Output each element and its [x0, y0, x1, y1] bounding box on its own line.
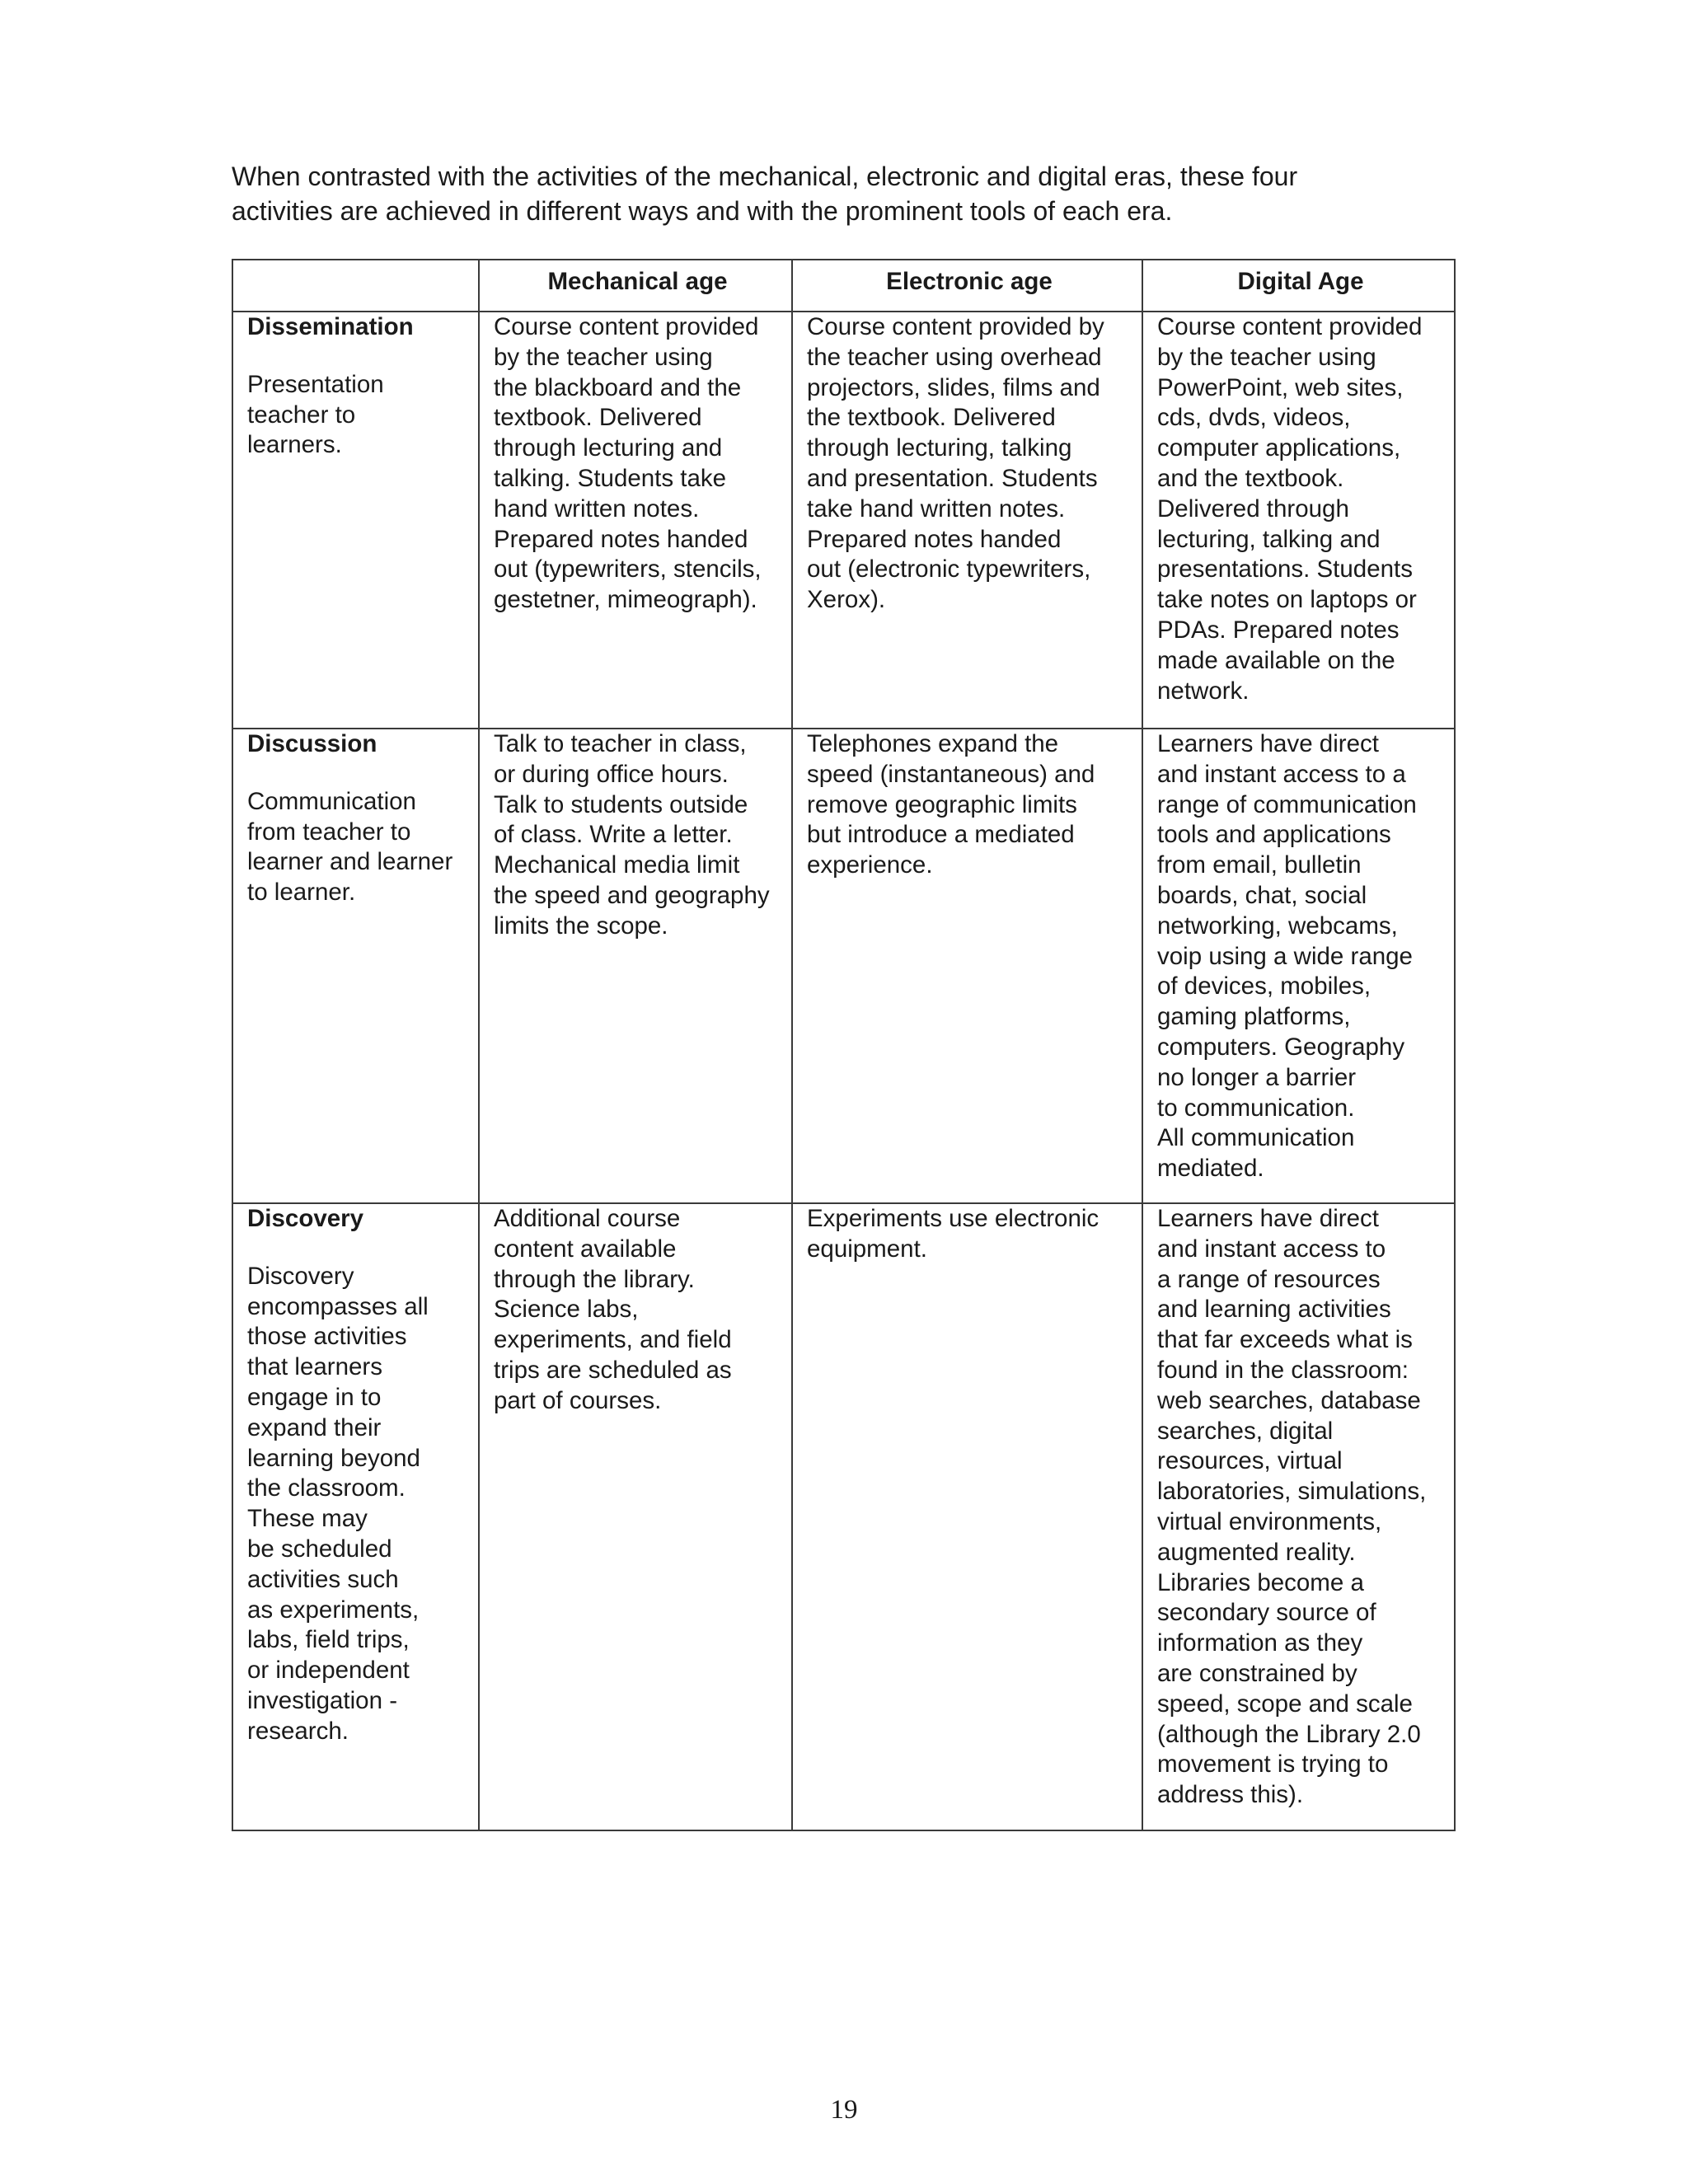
activity-description-line: encompasses all	[247, 1292, 429, 1320]
cell-text-line: remove geographic limits	[807, 790, 1077, 818]
electronic-cell	[792, 312, 1142, 729]
activity-description-line: from teacher to	[247, 818, 411, 846]
cell-text-line: talking. Students take	[494, 464, 727, 492]
cell-text-line: lecturing, talking and	[1157, 525, 1381, 553]
cell-text-line: tools and applications	[1157, 821, 1391, 849]
cell-text-line: Xerox).	[807, 586, 886, 614]
activity-description-line: engage in to	[247, 1383, 382, 1411]
cell-text-line: Science labs,	[494, 1296, 639, 1324]
cell-text-line: secondary source of	[1157, 1599, 1376, 1627]
cell-text-line: experiments, and field	[494, 1326, 732, 1354]
cell-text-line: Experiments use electronic	[807, 1205, 1100, 1232]
intro-line: activities are achieved in different ways and with the prominent tools of each era.	[232, 196, 1173, 226]
cell-text-line: speed, scope and scale	[1157, 1690, 1413, 1718]
cell-text-line: out (typewriters, stencils,	[494, 555, 762, 583]
cell-text-line: PDAs. Prepared notes	[1157, 616, 1400, 644]
cell-text-line: Course content provided	[1157, 313, 1423, 340]
activity-cell	[232, 729, 479, 1203]
header-mechanical-age: Mechanical age	[479, 260, 792, 312]
activity-description-line: Discovery	[247, 1262, 354, 1290]
cell-text-line: web searches, database	[1157, 1386, 1421, 1414]
cell-text-line: content available	[494, 1235, 677, 1263]
page-number: 19	[830, 2095, 858, 2125]
activity-description-line: Presentation	[247, 370, 384, 398]
table-row	[232, 729, 1455, 1203]
cell-text-line: computers. Geography	[1157, 1033, 1405, 1061]
cell-text-line: by the teacher using	[494, 343, 713, 371]
cell-text-line: laboratories, simulations,	[1157, 1478, 1427, 1506]
spacer	[247, 1235, 468, 1262]
activity-description-line: labs, field trips,	[247, 1626, 410, 1654]
header-activity	[232, 260, 479, 312]
table-row	[232, 1203, 1455, 1830]
cell-text-line: the blackboard and the	[494, 373, 742, 401]
cell-text-line: augmented reality.	[1157, 1538, 1356, 1566]
cell-text-line: Talk to teacher in class,	[494, 730, 747, 757]
cell-text-line: equipment.	[807, 1235, 927, 1263]
cell-text-line: Delivered through	[1157, 494, 1349, 523]
header-digital-age: Digital Age	[1142, 260, 1455, 312]
cell-text-line: take notes on laptops or	[1157, 586, 1417, 614]
activity-description-line: be scheduled	[247, 1535, 392, 1563]
activity-description-line: that learners	[247, 1353, 382, 1381]
cell-text-line: boards, chat, social	[1157, 881, 1367, 909]
cell-text-line: speed (instantaneous) and	[807, 760, 1095, 788]
activity-description-line: learner and learner	[247, 848, 453, 876]
cell-text-line: gestetner, mimeograph).	[494, 586, 757, 614]
cell-text-line: that far exceeds what is	[1157, 1326, 1413, 1354]
cell-text-line: PowerPoint, web sites,	[1157, 373, 1404, 401]
cell-text-line: from email, bulletin	[1157, 851, 1362, 879]
mechanical-cell	[479, 312, 792, 729]
cell-text-line: networking, webcams,	[1157, 912, 1398, 940]
cell-text-line: Additional course	[494, 1205, 681, 1232]
cell-text-line: All communication	[1157, 1124, 1355, 1152]
cell-text-line: the teacher using overhead	[807, 343, 1102, 371]
cell-text-line: no longer a barrier	[1157, 1063, 1357, 1091]
cell-text-line: Prepared notes handed	[494, 525, 748, 553]
digital-cell	[1142, 312, 1455, 729]
cell-text-line: gaming platforms,	[1157, 1003, 1351, 1031]
cell-text-line: but introduce a mediated	[807, 821, 1075, 849]
cell-text-line: hand written notes.	[494, 494, 700, 523]
cell-text-line: and the textbook.	[1157, 464, 1344, 492]
spacer	[247, 760, 468, 787]
digital-cell	[1142, 729, 1455, 1203]
cell-text-line: movement is trying to	[1157, 1750, 1389, 1779]
cell-text-line: and presentation. Students	[807, 464, 1098, 492]
cell-text-line: Learners have direct	[1157, 730, 1379, 757]
cell-text-line: found in the classroom:	[1157, 1356, 1409, 1384]
cell-text-line: take hand written notes.	[807, 494, 1066, 523]
cell-text-line: through lecturing and	[494, 434, 723, 462]
cell-text-line: Learners have direct	[1157, 1205, 1379, 1232]
cell-text-line: Talk to students outside	[494, 790, 748, 818]
spacer	[247, 343, 468, 370]
table-row	[232, 312, 1455, 729]
cell-text-line: address this).	[1157, 1781, 1304, 1809]
activity-title: Discovery	[247, 1205, 364, 1232]
cell-text-line: Course content provided	[494, 313, 759, 340]
activity-description-line: learners.	[247, 431, 342, 459]
activity-description-line: learning beyond	[247, 1444, 420, 1472]
cell-text-line: are constrained by	[1157, 1659, 1357, 1687]
activity-description-line: research.	[247, 1717, 349, 1745]
activity-description-line: expand their	[247, 1413, 382, 1441]
cell-text-line: range of communication	[1157, 790, 1417, 818]
activity-description-line: teacher to	[247, 401, 356, 429]
cell-text-line: limits the scope.	[494, 912, 668, 940]
cell-text-line: searches, digital	[1157, 1417, 1334, 1445]
cell-text-line: out (electronic typewriters,	[807, 555, 1091, 583]
cell-text-line: the speed and geography	[494, 881, 770, 909]
activity-description-line: or independent	[247, 1657, 410, 1685]
cell-text-line: trips are scheduled as	[494, 1356, 732, 1384]
cell-text-line: through lecturing, talking	[807, 434, 1072, 462]
cell-text-line: mediated.	[1157, 1155, 1264, 1183]
eras-comparison-table	[232, 259, 1456, 1831]
activity-description-line: Communication	[247, 787, 416, 815]
activity-description-line: as experiments,	[247, 1596, 420, 1624]
activity-description-line: to learner.	[247, 879, 356, 907]
activity-description-line: These may	[247, 1505, 368, 1533]
cell-text-line: voip using a wide range	[1157, 942, 1413, 970]
cell-text-line: of class. Write a letter.	[494, 821, 733, 849]
activity-cell	[232, 1203, 479, 1830]
digital-cell	[1142, 1203, 1455, 1830]
cell-text-line: to communication.	[1157, 1094, 1355, 1122]
cell-text-line: Course content provided by	[807, 313, 1104, 340]
cell-text-line: through the library.	[494, 1265, 695, 1293]
electronic-cell	[792, 729, 1142, 1203]
activity-cell	[232, 312, 479, 729]
cell-text-line: experience.	[807, 851, 933, 879]
cell-text-line: of devices, mobiles,	[1157, 972, 1372, 1001]
cell-text-line: by the teacher using	[1157, 343, 1376, 371]
cell-text-line: computer applications,	[1157, 434, 1401, 462]
cell-text-line: cds, dvds, videos,	[1157, 404, 1351, 432]
cell-text-line: (although the Library 2.0	[1157, 1720, 1421, 1748]
cell-text-line: Libraries become a	[1157, 1568, 1364, 1596]
cell-text-line: part of courses.	[494, 1386, 662, 1414]
cell-text-line: a range of resources	[1157, 1265, 1381, 1293]
intro-line: When contrasted with the activities of the mechanical, electronic and digital eras, these four	[232, 162, 1298, 191]
activity-description-line: the classroom.	[247, 1474, 406, 1502]
cell-text-line: and learning activities	[1157, 1296, 1391, 1324]
activity-title: Dissemination	[247, 313, 414, 340]
cell-text-line: information as they	[1157, 1629, 1363, 1657]
activity-title: Discussion	[247, 730, 377, 757]
cell-text-line: projectors, slides, films and	[807, 373, 1100, 401]
cell-text-line: or during office hours.	[494, 760, 729, 788]
activity-description-line: investigation -	[247, 1686, 398, 1714]
cell-text-line: resources, virtual	[1157, 1447, 1343, 1475]
cell-text-line: Prepared notes handed	[807, 525, 1062, 553]
electronic-cell	[792, 1203, 1142, 1830]
intro-paragraph	[232, 159, 1468, 228]
cell-text-line: made available on the	[1157, 646, 1395, 674]
cell-text-line: Mechanical media limit	[494, 851, 740, 879]
mechanical-cell	[479, 729, 792, 1203]
cell-text-line: network.	[1157, 677, 1250, 705]
cell-text-line: textbook. Delivered	[494, 404, 702, 432]
header-electronic-age: Electronic age	[792, 260, 1142, 312]
cell-text-line: and instant access to a	[1157, 760, 1406, 788]
cell-text-line: virtual environments,	[1157, 1507, 1382, 1535]
activity-description-line: those activities	[247, 1323, 407, 1351]
cell-text-line: presentations. Students	[1157, 555, 1413, 583]
activity-description-line: activities such	[247, 1565, 399, 1593]
cell-text-line: Telephones expand the	[807, 730, 1059, 757]
cell-text-line: the textbook. Delivered	[807, 404, 1056, 432]
mechanical-cell	[479, 1203, 792, 1830]
table-header-row	[232, 260, 1455, 312]
cell-text-line: and instant access to	[1157, 1235, 1386, 1263]
